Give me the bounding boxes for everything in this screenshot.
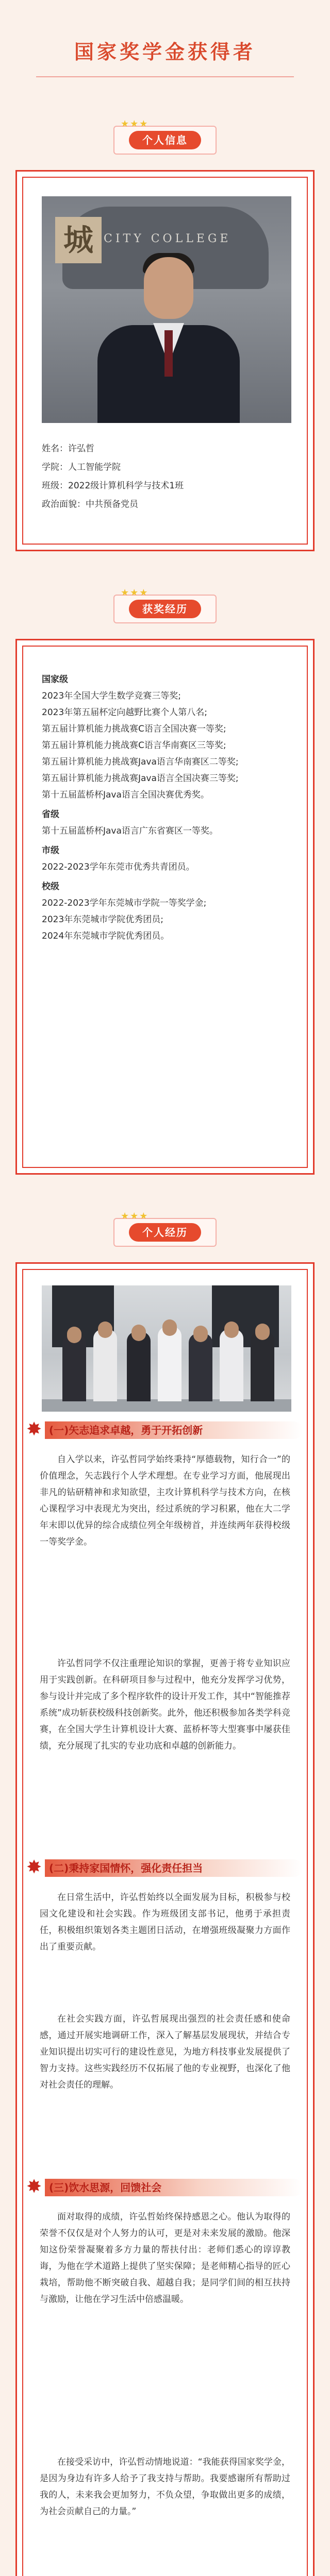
award-item: 2024年东莞城市学院优秀团员。 — [42, 931, 170, 941]
subsection-heading — [26, 2176, 303, 2199]
award-item: 2023年第五届杯定向越野比赛个人第八名; — [42, 707, 207, 718]
award-level-heading: 省级 — [42, 809, 59, 820]
subsection-title: (三)饮水思源，回馈社会 — [49, 2181, 162, 2194]
award-item: 第十五届蓝桥杯Java语言全国决赛优秀奖。 — [42, 790, 209, 800]
photo-person-head — [131, 1325, 146, 1341]
photo-person-head — [162, 1319, 177, 1336]
awards-list — [42, 668, 290, 944]
info-list — [42, 439, 288, 514]
award-item: 第五届计算机能力挑战赛C语言华南赛区三等奖; — [42, 740, 226, 751]
photo-person-head — [67, 1327, 81, 1343]
photo-person — [220, 1329, 243, 1401]
story-paragraph: 在社会实践方面，许弘哲展现出强烈的社会责任感和使命感，通过开展实地调研工作，深入了解基层发展现状，并结合专业知识提出切实可行的建设性意见，为地方科技事业发展提供了智力支持。这些实践经历不仅拓展了他的专业视野，也深化了他对社会责任的理解。 — [40, 2014, 290, 2090]
subsection-heading — [26, 1418, 303, 1442]
photo-person — [62, 1334, 86, 1401]
info-card — [15, 170, 315, 551]
portrait-face — [144, 257, 193, 319]
award-item: 第五届计算机能力挑战赛C语言全国决赛一等奖; — [42, 724, 226, 734]
star-icon: ✸ — [26, 1857, 42, 1878]
info-class: 班级：2022级计算机科学与技术1班 — [42, 481, 184, 491]
campus-logo-icon: 城 — [55, 217, 102, 263]
award-level-heading: 国家级 — [42, 674, 68, 685]
award-item: 2023年全国大学生数学竞赛三等奖; — [42, 691, 181, 701]
banner-stars-icon: ★★★ — [121, 1211, 149, 1222]
awards-card — [15, 639, 315, 1175]
story-paragraph: 自入学以来，许弘哲同学始终秉持“厚德载物，知行合一”的价值理念，矢志践行个人学术理想。在专业学习方面，他展现出非凡的钻研精神和求知欲望，主攻计算机科学与技术方向，在核心课程学习中表现尤为突出，经过系统的学习积累，他在大二学年末即以优异的综合成绩位列全年级榜首，并连续两年获得校级一等奖学金。 — [40, 1454, 290, 1547]
award-item: 第五届计算机能力挑战赛Java语言华南赛区二等奖; — [42, 757, 239, 767]
photo-person — [189, 1333, 212, 1401]
portrait-photo — [42, 196, 291, 423]
title-underline — [36, 76, 294, 77]
award-item: 2022-2023学年东莞城市学院一等奖学金; — [42, 898, 207, 908]
story-paragraph: 面对取得的成绩，许弘哲始终保持感恩之心。他认为取得的荣誉不仅仅是对个人努力的认可，更是对未来发展的激励。他深知这份荣誉凝聚着多方力量的帮扶付出：老师们悉心的谆谆教诲，为他在学术道路上提供了坚实保障；是老师精心指导的匠心栽培，帮助他不断突破自我、超越自我；是同学们间的相互扶持与激励，让他在学习生活中倍感温暖。 — [40, 2212, 290, 2304]
award-level-heading: 市级 — [42, 845, 59, 856]
star-icon: ✸ — [26, 1419, 42, 1440]
story-paragraph: 许弘哲同学不仅注重理论知识的掌握，更善于将专业知识应用于实践创新。在科研项目参与过程中，他充分发挥学习优势，参与设计并完成了多个程序软件的设计开发工作，其中“智能推荐系统”成功斩获校级科技创新奖。此外，他还积极参加各类学科竞赛，在全国大学生计算机设计大赛、蓝桥杯等大型赛事中屡获佳绩，充分展现了扎实的专业功底和卓越的创新能力。 — [40, 1658, 290, 1751]
campus-sign-text: CITY COLLEGE — [104, 232, 232, 245]
story-paragraph: 在接受采访中，许弘哲动情地说道：“我能获得国家奖学金，是因为身边有许多人给予了我支持与帮助。我要感谢所有帮助过我的人，未来我会更加努力，不负众望，争取做出更多的成绩，为社会贡献自己的力量。” — [40, 2457, 290, 2517]
section-title-awards: 获奖经历 — [129, 600, 201, 618]
photo-person — [93, 1329, 117, 1401]
portrait-tie — [164, 330, 173, 377]
award-item: 第十五届蓝桥杯Java语言广东省赛区一等奖。 — [42, 826, 218, 836]
award-item: 第五届计算机能力挑战赛Java语言全国决赛三等奖; — [42, 773, 239, 784]
section-title-info: 个人信息 — [129, 131, 201, 149]
photo-person — [251, 1331, 274, 1401]
info-name: 姓名：许弘哲 — [42, 444, 94, 454]
subsection-title: (一)矢志追求卓越，勇于开拓创新 — [49, 1424, 203, 1436]
photo-person — [127, 1332, 151, 1401]
group-photo — [42, 1285, 291, 1412]
award-item: 2022-2023学年东莞市优秀共青团员。 — [42, 862, 195, 872]
section-banner-story — [113, 1211, 217, 1247]
info-political-status: 政治面貌：中共预备党员 — [42, 499, 138, 510]
photo-person — [158, 1327, 182, 1401]
page-title: 国家奖学金获得者 — [74, 41, 256, 63]
story-paragraph: 在日常生活中，许弘哲始终以全面发展为目标，积极参与校园文化建设和社会实践。作为班级团支部书记，他勇于承担责任，积极组织策划各类主题团日活动，在增强班级凝聚力方面作出了重要贡献。 — [40, 1892, 290, 1952]
section-banner-awards — [113, 587, 217, 623]
subsection-title: (二)秉持家国情怀，强化责任担当 — [49, 1862, 203, 1874]
star-icon: ✸ — [26, 2176, 42, 2197]
info-college: 学院：人工智能学院 — [42, 462, 121, 472]
section-title-story: 个人经历 — [129, 1223, 201, 1242]
banner-stars-icon: ★★★ — [121, 587, 149, 598]
photo-person-head — [224, 1321, 239, 1338]
story-card — [15, 1262, 315, 2576]
banner-stars-icon: ★★★ — [121, 118, 149, 129]
award-item: 2023年东莞城市学院优秀团员; — [42, 914, 163, 925]
award-level-heading: 校级 — [42, 882, 59, 892]
section-banner-info — [113, 118, 217, 155]
photo-person-head — [193, 1326, 208, 1342]
photo-person-head — [255, 1324, 270, 1340]
subsection-heading — [26, 1856, 303, 1880]
photo-person-head — [98, 1321, 112, 1338]
